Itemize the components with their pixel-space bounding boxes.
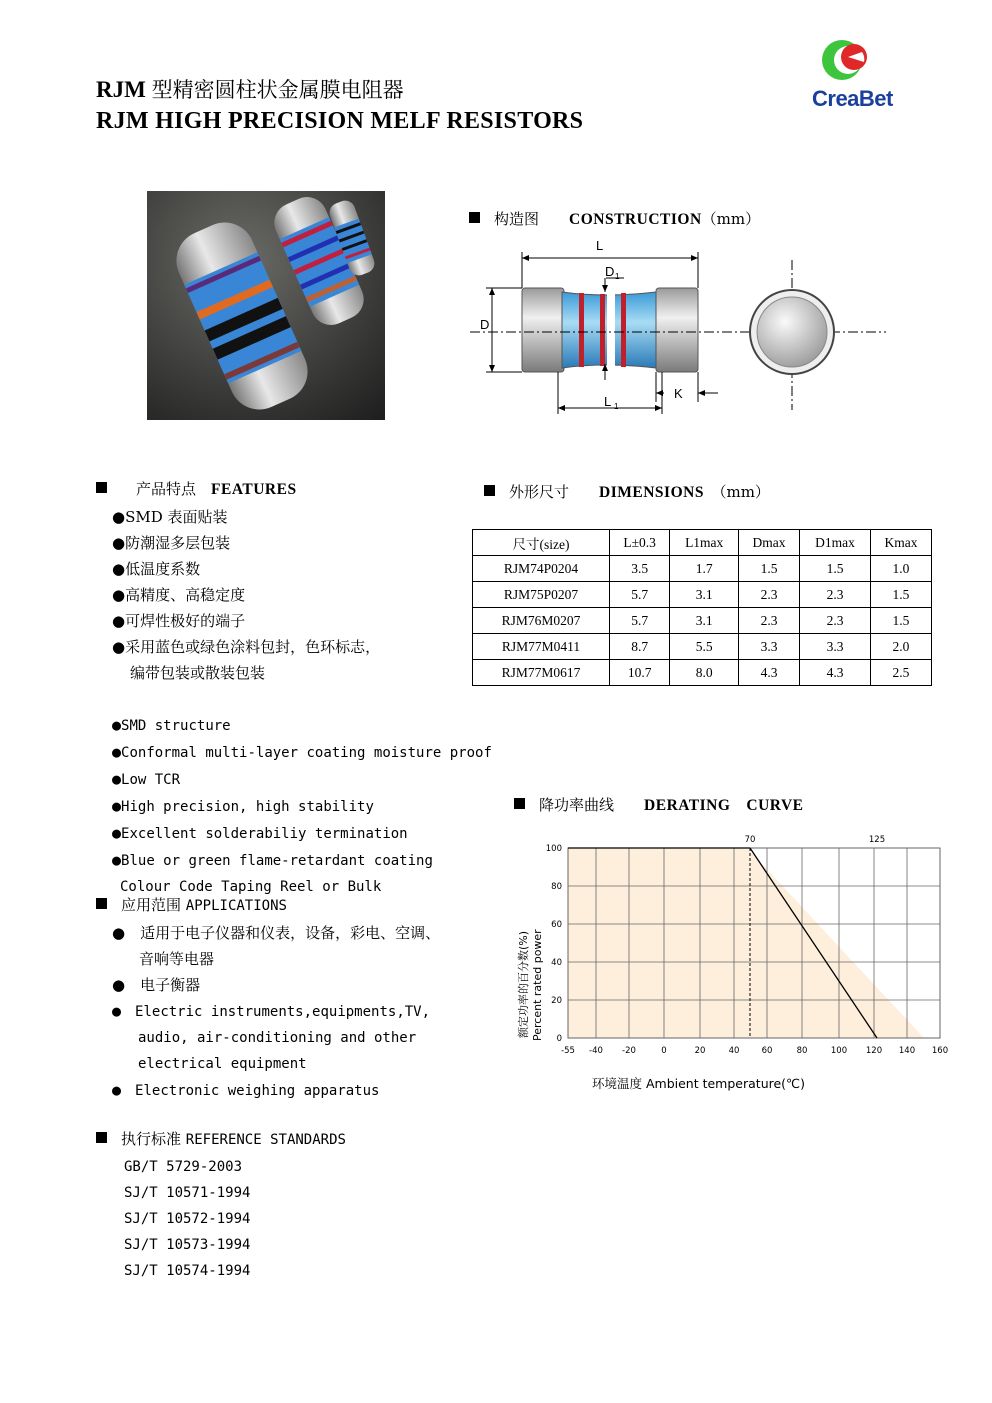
svg-text:1: 1 — [615, 272, 620, 281]
x-tick-label: -40 — [589, 1046, 603, 1056]
square-bullet-icon — [96, 1132, 107, 1143]
y-tick-label: 80 — [551, 882, 562, 892]
derating-chart — [512, 828, 956, 1098]
square-bullet-icon — [514, 798, 525, 809]
table-header-row: 尺寸(size) L±0.3 L1max Dmax D1max Kmax — [473, 530, 932, 556]
features-heading: 产品特点 FEATURES — [96, 478, 297, 499]
page-title-en: RJM HIGH PRECISION MELF RESISTORS — [96, 108, 584, 134]
list-item: ●高精度、高稳定度 — [112, 586, 246, 604]
list-item-cont: 编带包装或散装包装 — [130, 664, 266, 682]
dimensions-heading: 外形尺寸 DIMENSIONS （mm） — [484, 481, 770, 502]
y-axis-label-cn: 额定功率的百分数(%) — [517, 930, 530, 1038]
label-D1: D — [605, 264, 615, 279]
list-item: ●Low TCR — [112, 770, 181, 788]
list-item: ● 适用于电子仪器和仪表，设备，彩电、空调、 — [112, 924, 441, 942]
y-tick-label: 20 — [551, 996, 562, 1006]
top-label: 125 — [868, 835, 886, 845]
label-D: D — [480, 317, 490, 332]
standard-item: SJ/T 10574-1994 — [124, 1263, 251, 1279]
standard-item: SJ/T 10571-1994 — [124, 1185, 251, 1201]
y-tick-label: 40 — [551, 958, 562, 968]
x-tick-label: -20 — [622, 1046, 636, 1056]
applications-list — [112, 920, 440, 1104]
table-row: RJM77M0411 8.7 5.5 3.3 3.3 2.0 — [473, 634, 932, 660]
list-item: ●可焊性极好的端子 — [112, 612, 246, 630]
standards-heading: 执行标准 REFERENCE STANDARDS — [96, 1128, 346, 1149]
standards-list — [124, 1154, 250, 1284]
table-row: RJM76M0207 5.7 3.1 2.3 2.3 1.5 — [473, 608, 932, 634]
page-title-cn — [96, 74, 404, 104]
square-bullet-icon — [96, 482, 107, 493]
list-item-cont: 音响等电器 — [139, 950, 215, 968]
x-tick-label: 80 — [796, 1046, 808, 1056]
list-item: ● 电子衡器 — [112, 976, 201, 994]
square-bullet-icon — [484, 485, 495, 496]
standard-item: SJ/T 10573-1994 — [124, 1237, 251, 1253]
derating-heading: 降功率曲线 DERATING CURVE — [514, 793, 804, 815]
creabet-logo — [808, 36, 892, 120]
label-L1: L — [604, 394, 612, 409]
list-item-cont: Colour Code Taping Reel or Bulk — [120, 879, 382, 895]
resistor-photo — [147, 191, 385, 420]
table-row: RJM75P0207 5.7 3.1 2.3 2.3 1.5 — [473, 582, 932, 608]
svg-text:1: 1 — [614, 402, 619, 411]
y-tick-label: 100 — [545, 844, 562, 854]
list-item: ●SMD 表面贴装 — [112, 508, 228, 526]
x-tick-label: 40 — [728, 1046, 740, 1056]
x-tick-label: 20 — [694, 1046, 706, 1056]
y-axis-label-en: Percent rated power — [531, 929, 544, 1041]
list-item: ●采用蓝色或绿色涂料包封，色环标志， — [112, 638, 381, 656]
model-name: RJM — [96, 77, 146, 102]
y-tick-label: 0 — [556, 1034, 562, 1044]
x-axis-label: 环境温度 Ambient temperature(℃) — [592, 1076, 805, 1091]
list-item: ●低温度系数 — [112, 560, 201, 578]
list-item: ● Electric instruments,equipments,TV, — [112, 1002, 431, 1020]
x-tick-label: 0 — [661, 1046, 667, 1056]
x-tick-label: 120 — [865, 1046, 883, 1056]
list-item: ●High precision, high stability — [112, 797, 374, 815]
x-tick-label: 160 — [931, 1046, 949, 1056]
top-label: 70 — [744, 835, 756, 845]
standard-item: SJ/T 10572-1994 — [124, 1211, 251, 1227]
x-tick-label: 100 — [830, 1046, 848, 1056]
list-item: ●Excellent solderabiliy termination — [112, 824, 408, 842]
construction-heading: 构造图 CONSTRUCTION（mm） — [469, 208, 760, 229]
logo-text: CreaBet — [812, 86, 893, 111]
table-row: RJM77M0617 10.7 8.0 4.3 4.3 2.5 — [473, 660, 932, 686]
applications-heading: 应用范围 APPLICATIONS — [96, 894, 287, 915]
list-item: ●Blue or green flame-retardant coating — [112, 851, 433, 869]
list-item: ●SMD structure — [112, 716, 231, 734]
list-item: ●Conformal multi-layer coating moisture proof — [112, 743, 492, 761]
table-row: RJM74P0204 3.5 1.7 1.5 1.5 1.0 — [473, 556, 932, 582]
list-item-cont: electrical equipment — [138, 1056, 307, 1072]
list-item: ● Electronic weighing apparatus — [112, 1081, 380, 1099]
square-bullet-icon — [96, 898, 107, 909]
x-tick-label: 60 — [761, 1046, 773, 1056]
label-K: K — [674, 386, 683, 401]
x-tick-label: 140 — [898, 1046, 916, 1056]
title-cn-text: 型精密圆柱状金属膜电阻器 — [151, 78, 404, 102]
y-tick-label: 60 — [551, 920, 562, 930]
dimensions-table — [472, 529, 932, 686]
standard-item: GB/T 5729-2003 — [124, 1159, 243, 1175]
list-item: ●防潮湿多层包装 — [112, 534, 231, 552]
features-en-list — [112, 712, 492, 900]
list-item-cont: audio, air-conditioning and other — [138, 1030, 417, 1046]
x-tick-label: -55 — [561, 1046, 575, 1056]
square-bullet-icon — [469, 212, 480, 223]
label-L: L — [596, 238, 604, 253]
construction-diagram — [466, 232, 886, 422]
features-cn-list — [112, 504, 380, 686]
shaded-area — [568, 848, 924, 1038]
